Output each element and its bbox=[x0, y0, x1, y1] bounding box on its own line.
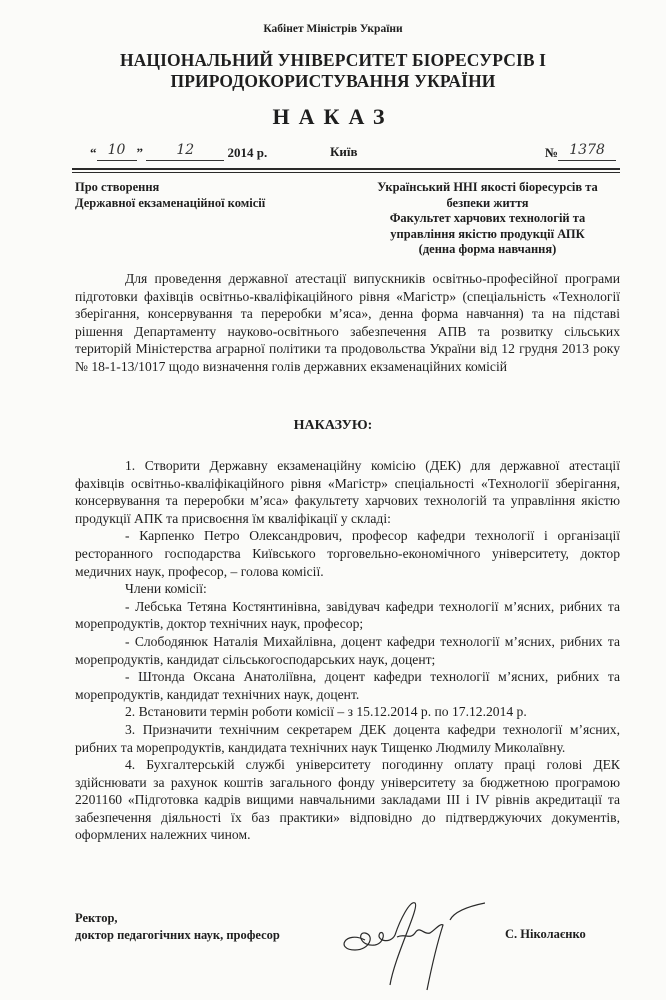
order-date bbox=[90, 142, 267, 161]
university-name-line2: ПРИРОДОКОРИСТУВАННЯ УКРАЇНИ bbox=[170, 71, 496, 91]
handwritten-signature-icon bbox=[335, 895, 485, 995]
members-label: Члени комісії: bbox=[125, 581, 207, 597]
order-items bbox=[75, 457, 620, 844]
city: Київ bbox=[330, 144, 358, 159]
commission-chair: - Карпенко Петро Олександрович, професор кафедри технології і організації ресторанного господарства Київського торговельно-економічного університету, доктор медичних наук, професор, – голова комісії. bbox=[75, 528, 620, 579]
signatory-title bbox=[75, 910, 280, 944]
date-year: 2014 р. bbox=[227, 145, 268, 160]
member-3: - Штонда Оксана Анатоліївна, доцент кафедри технології м’ясних, рибних та морепродуктів, кандидат технічних наук, доцент. bbox=[75, 669, 620, 702]
addressee-department bbox=[355, 180, 620, 258]
department-line1: Український ННІ якості біоресурсів та bbox=[377, 180, 598, 194]
date-number-line bbox=[90, 140, 620, 162]
number-label: № bbox=[545, 145, 559, 160]
subject-line1: Про створення bbox=[75, 180, 160, 194]
university-name bbox=[0, 50, 666, 92]
signatory-name: С. Ніколаєнко bbox=[505, 927, 586, 941]
item-1: 1. Створити Державну екзаменаційну комісію (ДЕК) для державної атестації фахівців освітньо-кваліфікаційного рівня «Магістр» спеціальності «Технології зберігання, консервування та переробки м’яса» факультету харчових технологій та управління якістю продукції АПК та присвоєння їм кваліфікації у складі: bbox=[75, 458, 620, 526]
close-quote: ” bbox=[136, 145, 143, 160]
item-4: 4. Бухгалтерській службі університету погодинну оплату праці голові ДЕК здійснювати за рахунок коштів загального фонду університету за бюджетною програмою 2201160 «Підготовка кадрів вищими навчальними закладами III і IV рівнів акредитації та забезпечення діяльності їх баз практики» відповідно до підтверджуючих документів, оформлених належних чином. bbox=[75, 757, 620, 843]
item-3: 3. Призначити технічним секретарем ДЕК доцента кафедри технології м’ясних, рибних та морепродуктів, кандидата технічних наук Тищенко Людмилу Миколаївну. bbox=[75, 721, 620, 755]
date-day: 10 bbox=[97, 142, 137, 161]
order-number bbox=[545, 142, 616, 161]
member-1: - Лебська Тетяна Костянтинівна, завідувач кафедри технології м’ясних, рибних та морепродуктів, доктор технічних наук, професор; bbox=[75, 598, 620, 632]
department-line3: Факультет харчових технологій та bbox=[389, 211, 586, 225]
header-divider-thin bbox=[72, 172, 620, 173]
order-subject bbox=[75, 180, 265, 211]
preamble-paragraph bbox=[75, 270, 620, 376]
department-line2: безпеки життя bbox=[446, 195, 529, 210]
signatory-title-line1: Ректор, bbox=[75, 911, 118, 925]
department-line4: управління якістю продукції АПК bbox=[390, 226, 585, 241]
open-quote: “ bbox=[90, 145, 97, 160]
university-name-line1: НАЦІОНАЛЬНИЙ УНІВЕРСИТЕТ БІОРЕСУРСІВ І bbox=[119, 50, 547, 70]
department-line5: (денна форма навчання) bbox=[418, 242, 557, 256]
header-divider bbox=[72, 168, 620, 170]
document-type-title: НАКАЗ bbox=[272, 104, 394, 129]
date-month: 12 bbox=[146, 142, 224, 161]
preamble-text: Для проведення державної атестації випускників освітньо-професійної програми підготовки фахівців освітньо-кваліфікаційного рівня «Магістр» (спеціальність «Технології зберігання, консервування та переробки м’яса», денна форма навчання) та на підставі рішення Департаменту науково-освітнього забезпечення АПВ та розвитку сільських територій Міністерства аграрної політики та продовольства України від 12 грудня 2013 року № 18-1-13/1017 щодо визначення голів державних екзаменаційних комісій bbox=[75, 271, 620, 374]
order-directive-heading: НАКАЗУЮ: bbox=[293, 418, 373, 433]
item-2: 2. Встановити термін роботи комісії – з 15.12.2014 р. по 17.12.2014 р. bbox=[125, 704, 527, 720]
cabinet-of-ministers-heading: Кабінет Міністрів України bbox=[263, 23, 403, 35]
member-2: - Слободянюк Наталія Михайлівна, доцент кафедри технології м’ясних, рибних та морепродуктів, кандидат сільськогосподарських наук, доцент; bbox=[75, 633, 620, 667]
signatory-title-line2: доктор педагогічних наук, професор bbox=[75, 928, 280, 942]
subject-line2: Державної екзаменаційної комісії bbox=[75, 195, 266, 210]
number-value: 1378 bbox=[558, 142, 616, 161]
